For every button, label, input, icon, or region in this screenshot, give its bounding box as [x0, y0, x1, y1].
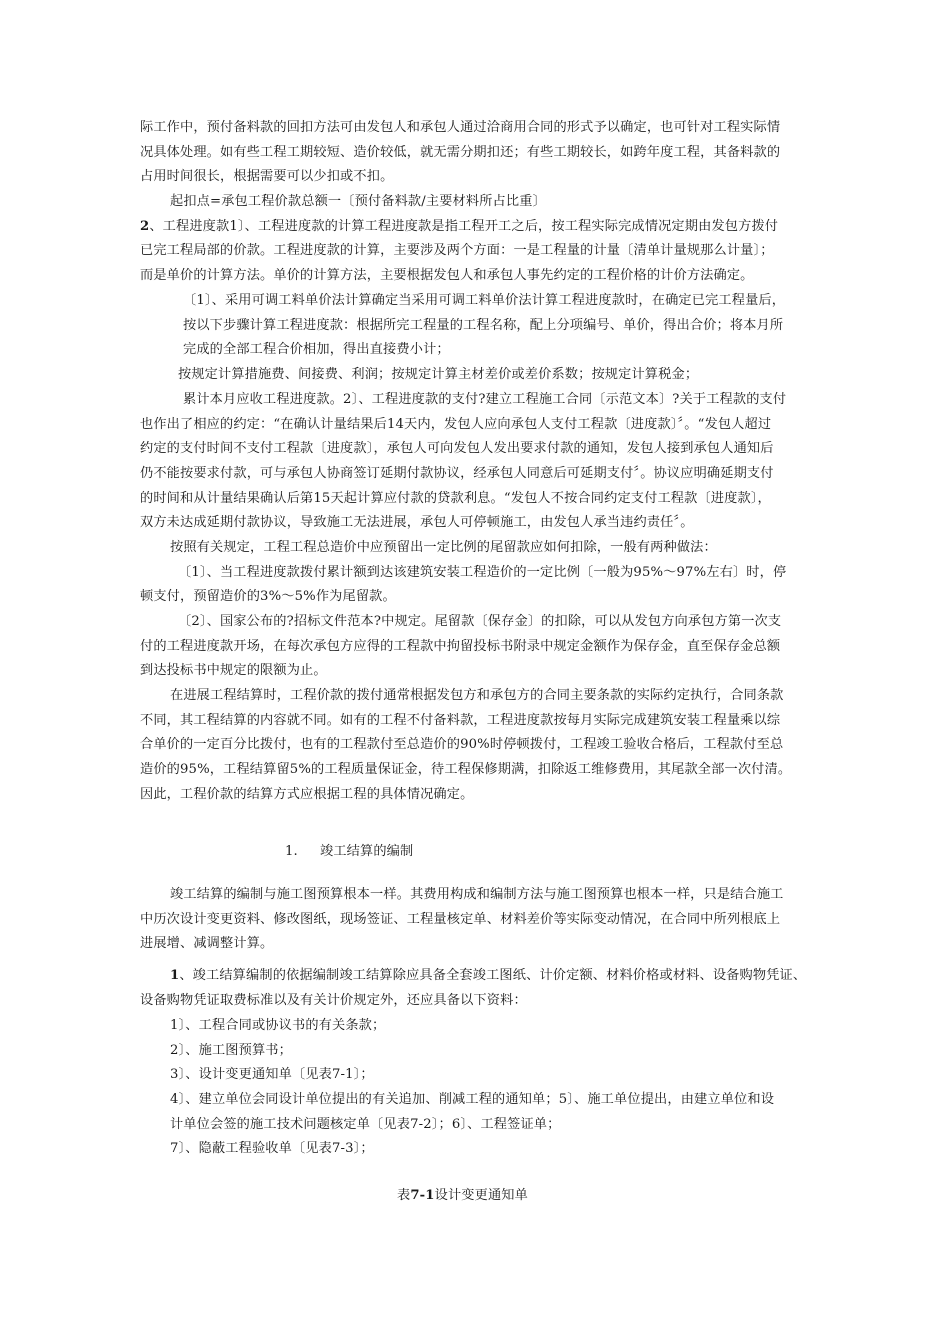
table-caption-text: 设计变更通知单 [434, 1188, 528, 1203]
body-line: 因此，工程价款的结算方式应根据工程的具体情况确定。 [140, 787, 474, 802]
body-line: 按规定计算措施费、间接费、利润；按规定计算主材差价或差价系数；按规定计算税金； [178, 367, 699, 382]
list-item: 4〕、建立单位会同设计单位提出的有关追加、削减工程的通知单；5〕、施工单位提出，由建立单位和设 [170, 1092, 775, 1107]
table-caption [397, 1187, 528, 1205]
list-item: 1〕、工程合同或协议书的有关条款； [170, 1018, 386, 1033]
body-line: 已完工程局部的价款。工程进度款的计算，主要涉及两个方面：一是工程量的计量〔清单计量规那么计量〕； [140, 243, 774, 258]
body-line: 而是单价的计算方法。单价的计算方法，主要根据发包人和承包人事先约定的工程价格的计价方法确定。 [140, 268, 754, 283]
body-line: 中历次设计变更资料、修改图纸，现场签证、工程量核定单、材料差价等实际变动情况，在合同中所列根底上 [140, 912, 781, 927]
body-line: 顿支付，预留造价的3%～5%作为尾留款。 [140, 589, 396, 604]
table-caption-number: 7-1 [410, 1188, 435, 1203]
body-line: 况具体处理。如有些工程工期较短、造价较低，就无需分期扣还；有些工期较长，如跨年度工程，其备料款的 [140, 145, 781, 160]
body-line: 的时间和从计量结果确认后第15天起计算应付款的贷款利息。“发包人不按合同约定支付工程款〔进度款〕， [140, 491, 771, 506]
body-line: 〔1〕、采用可调工料单价法计算确定当采用可调工料单价法计算工程进度款时，在确定已完工程量后， [183, 293, 786, 308]
paragraph-number: 2 [140, 219, 150, 234]
body-line: 累计本月应收工程进度款。2〕、工程进度款的支付?建立工程施工合同〔示范文本〕?关于工程款的支付 [183, 392, 787, 407]
body-line: 2、工程进度款1〕、工程进度款的计算工程进度款是指工程开工之后，按工程实际完成情况定期由发包方拨付 [140, 219, 779, 234]
body-line: 竣工结算的编制与施工图预算根本一样。其费用构成和编制方法与施工图预算也根本一样，只是结合施工 [170, 887, 784, 902]
body-line: 付的工程进度款开场，在每次承包方应得的工程款中拘留投标书附录中规定金额作为保存金，直至保存金总额 [140, 639, 781, 654]
body-line: 造价的95%，工程结算留5%的工程质量保证金，待工程保修期满，扣除返工维修费用，其尾款全部一次付清。 [140, 762, 792, 777]
section-heading: 竣工结算的编制 [320, 844, 414, 859]
body-line: 仍不能按要求付款，可与承包人协商签订延期付款协议，经承包人同意后可延期支付〞。协议应明确延期支付 [140, 466, 774, 481]
body-line: 设备购物凭证取费标准以及有关计价规定外，还应具备以下资料： [140, 993, 527, 1008]
list-item: 7〕、隐蔽工程验收单〔见表7-3〕； [170, 1141, 374, 1156]
formula-line: 起扣点=承包工程价款总额一〔预付备料款/主要材料所占比重〕 [170, 194, 546, 209]
list-item: 2〕、施工图预算书； [170, 1043, 292, 1058]
body-line: 双方未达成延期付款协议，导致施工无法进展，承包人可停顿施工，由发包人承当违约责任〞。 [140, 515, 694, 530]
body-line: 占用时间很长，根据需要可以少扣或不扣。 [140, 169, 394, 184]
body-line: 不同，其工程结算的内容就不同。如有的工程不付备料款，工程进度款按每月实际完成建筑安装工程量乘以综 [140, 713, 781, 728]
body-line: 进展增、减调整计算。 [140, 936, 274, 951]
table-caption-prefix: 表 [397, 1188, 411, 1203]
body-line: 也作出了相应的约定：“在确认计量结果后14天内，发包人应向承包人支付工程款〔进度款〕〞。“发包人超过 [140, 417, 772, 432]
body-line: 际工作中，预付备料款的回扣方法可由发包人和承包人通过洽商用合同的形式予以确定，也可针对工程实际情 [140, 120, 781, 135]
section-number: 1. [285, 844, 298, 859]
body-line: 〔2〕、国家公布的?招标文件范本?中规定。尾留款〔保存金〕的扣除，可以从发包方向承包方第一次支 [178, 614, 782, 629]
body-line: 到达投标书中规定的限额为止。 [140, 663, 327, 678]
body-line: 1、竣工结算编制的依据编制竣工结算除应具备全套竣工图纸、计价定额、材料价格或材料、设备购物凭证、 [170, 968, 807, 983]
body-line: 在进展工程结算时，工程价款的拨付通常根据发包方和承包方的合同主要条款的实际约定执行，合同条款 [170, 688, 784, 703]
list-item: 计单位会签的施工技术问题核定单〔见表7-2〕；6〕、工程签证单； [170, 1117, 561, 1132]
body-line: 按以下步骤计算工程进度款：根据所完工程量的工程名称，配上分项编号、单价，得出合价；将本月所 [183, 318, 784, 333]
body-line: 合单价的一定百分比拨付，也有的工程款付至总造价的90%时停顿拨付，工程竣工验收合格后，工程款付至总 [140, 737, 784, 752]
body-line: 完成的全部工程合价相加，得出直接费小计； [183, 342, 450, 357]
body-line: 按照有关规定，工程工程总造价中应预留出一定比例的尾留款应如何扣除，一般有两种做法： [170, 540, 717, 555]
body-line: 约定的支付时间不支付工程款〔进度款〕，承包人可向发包人发出要求付款的通知，发包人接到承包人通知后 [140, 441, 774, 456]
list-item: 3〕、设计变更通知单〔见表7-1〕； [170, 1067, 374, 1082]
paragraph-number: 1 [170, 968, 180, 983]
body-line: 〔1〕、当工程进度款拨付累计额到达该建筑安装工程造价的一定比例〔一般为95%～97%左右〕时，停 [178, 565, 787, 580]
